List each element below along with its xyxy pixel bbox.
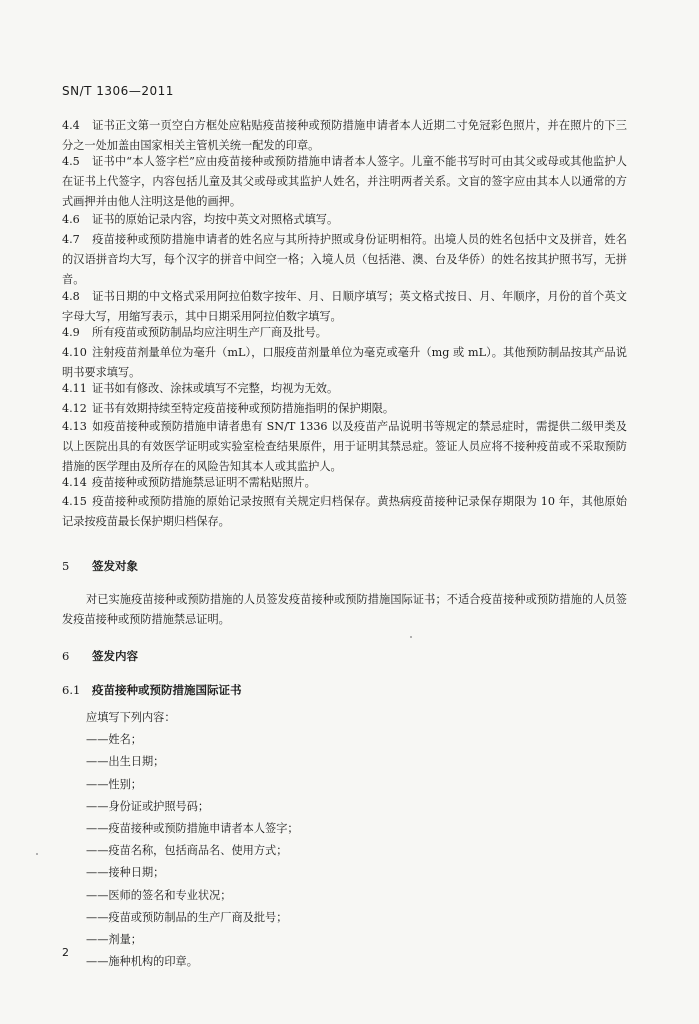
section-number: 6 (62, 649, 70, 663)
clause-text: 疫苗接种或预防措施禁忌证明不需粘贴照片。 (92, 476, 316, 489)
standard-id-header: SN/T 1306—2011 (62, 84, 174, 98)
section-number: 6.1 (62, 683, 81, 697)
clause-text: 证书正文第一页空白方框处应粘贴疫苗接种或预防措施申请者本人近期二寸免冠彩色照片，并在照片的下三分之一处加盖由国家相关主管机关统一配发的印章。 (62, 119, 627, 152)
clause-4-6 (62, 210, 627, 230)
clause-text: 所有疫苗或预防制品均应注明生产厂商及批号。 (92, 326, 327, 339)
clause-number: 4.6 (62, 213, 80, 226)
list-item: ——医师的签名和专业状况； (86, 888, 232, 902)
section-5-heading (62, 558, 138, 574)
list-item: ——疫苗名称，包括商品名、使用方式； (86, 844, 288, 858)
section-title: 疫苗接种或预防措施国际证书 (92, 683, 242, 697)
section-6-heading (62, 648, 138, 664)
clause-4-12 (62, 399, 627, 419)
list-item: ——施种机构的印章。 (86, 955, 198, 969)
clause-text: 疫苗接种或预防措施申请者的姓名应与其所持护照或身份证明相符。出境人员的姓名包括中文及拼音，姓名的汉语拼音均大写，每个汉字的拼音中间空一格；入境人员（包括港、澳、台及华侨）的姓名按其护照书写，无拼音。 (62, 233, 627, 286)
clause-number: 4.8 (62, 290, 80, 303)
list-intro: 应填写下列内容： (86, 711, 176, 724)
scan-speck (410, 636, 412, 638)
required-fields-list (86, 707, 299, 973)
clause-text: 证书有效期持续至特定疫苗接种或预防措施指明的保护期限。 (92, 402, 395, 415)
section-5-body: 对已实施疫苗接种或预防措施的人员签发疫苗接种或预防措施国际证书；不适合疫苗接种或预防措施的人员签发疫苗接种或预防措施禁忌证明。 (62, 593, 627, 626)
clause-text: 疫苗接种或预防措施的原始记录按照有关规定归档保存。黄热病疫苗接种记录保存期限为 10 年，其他原始记录按疫苗最长保护期归档保存。 (62, 495, 627, 528)
clause-text: 如疫苗接种或预防措施申请者患有 SN/T 1336 以及疫苗产品说明书等规定的禁忌症时，需提供二级甲类及以上医院出具的有效医学证明或实验室检查结果原件，用于证明其禁忌症。签证人员应将不接种疫苗或不采取预防措施的医学理由及所存在的风险告知其本人或其监护人。 (62, 420, 627, 473)
section-6-1-heading (62, 682, 242, 698)
clause-number: 4.10 (62, 346, 87, 359)
clause-number: 4.14 (62, 476, 87, 489)
clause-text: 证书日期的中文格式采用阿拉伯数字按年、月、日顺序填写；英文格式按日、月、年顺序，月份的首个英文字母大写，用缩写表示，其中日期采用阿拉伯数字填写。 (62, 290, 627, 323)
list-item: ——出生日期； (86, 755, 165, 769)
clause-4-15 (62, 492, 627, 532)
list-item: ——性别； (86, 777, 142, 791)
clause-number: 4.13 (62, 420, 87, 433)
clause-4-10 (62, 343, 627, 383)
clause-4-14 (62, 473, 627, 493)
clause-number: 4.15 (62, 495, 87, 508)
clause-number: 4.4 (62, 119, 80, 132)
page-number: 2 (62, 946, 69, 959)
section-title: 签发内容 (92, 649, 138, 663)
clause-text: 证书如有修改、涂抹或填写不完整，均视为无效。 (92, 382, 339, 395)
clause-4-11 (62, 379, 627, 399)
list-item: ——疫苗接种或预防措施申请者本人签字； (86, 822, 299, 836)
clause-text: 证书中“本人签字栏”应由疫苗接种或预防措施申请者本人签字。儿童不能书写时可由其父或母或其他监护人在证书上代签字，内容包括儿童及其父或母或其监护人姓名，并注明两者关系。文盲的签字应由其本人以通常的方式画押并由他人注明这是他的画押。 (62, 155, 627, 208)
clause-text: 证书的原始记录内容，均按中英文对照格式填写。 (92, 213, 339, 226)
clause-4-8 (62, 287, 627, 327)
clause-4-4 (62, 116, 627, 156)
section-number: 5 (62, 559, 70, 573)
clause-text: 注射疫苗剂量单位为毫升（mL），口服疫苗剂量单位为毫克或毫升（mg 或 mL）。其他预防制品按其产品说明书要求填写。 (62, 346, 627, 379)
list-item: ——接种日期； (86, 866, 165, 880)
scan-speck (36, 853, 38, 855)
clause-number: 4.11 (62, 382, 87, 395)
section-title: 签发对象 (92, 559, 138, 573)
clause-number: 4.12 (62, 402, 87, 415)
clause-number: 4.5 (62, 155, 80, 168)
clause-number: 4.9 (62, 326, 80, 339)
list-item: ——身份证或护照号码； (86, 799, 210, 813)
clause-4-5 (62, 152, 627, 212)
clause-number: 4.7 (62, 233, 80, 246)
clause-4-7 (62, 230, 627, 290)
list-item: ——剂量； (86, 933, 142, 947)
list-item: ——疫苗或预防制品的生产厂商及批号； (86, 910, 288, 924)
clause-4-13 (62, 417, 627, 477)
clause-4-9 (62, 323, 627, 343)
list-item: ——姓名； (86, 733, 142, 747)
